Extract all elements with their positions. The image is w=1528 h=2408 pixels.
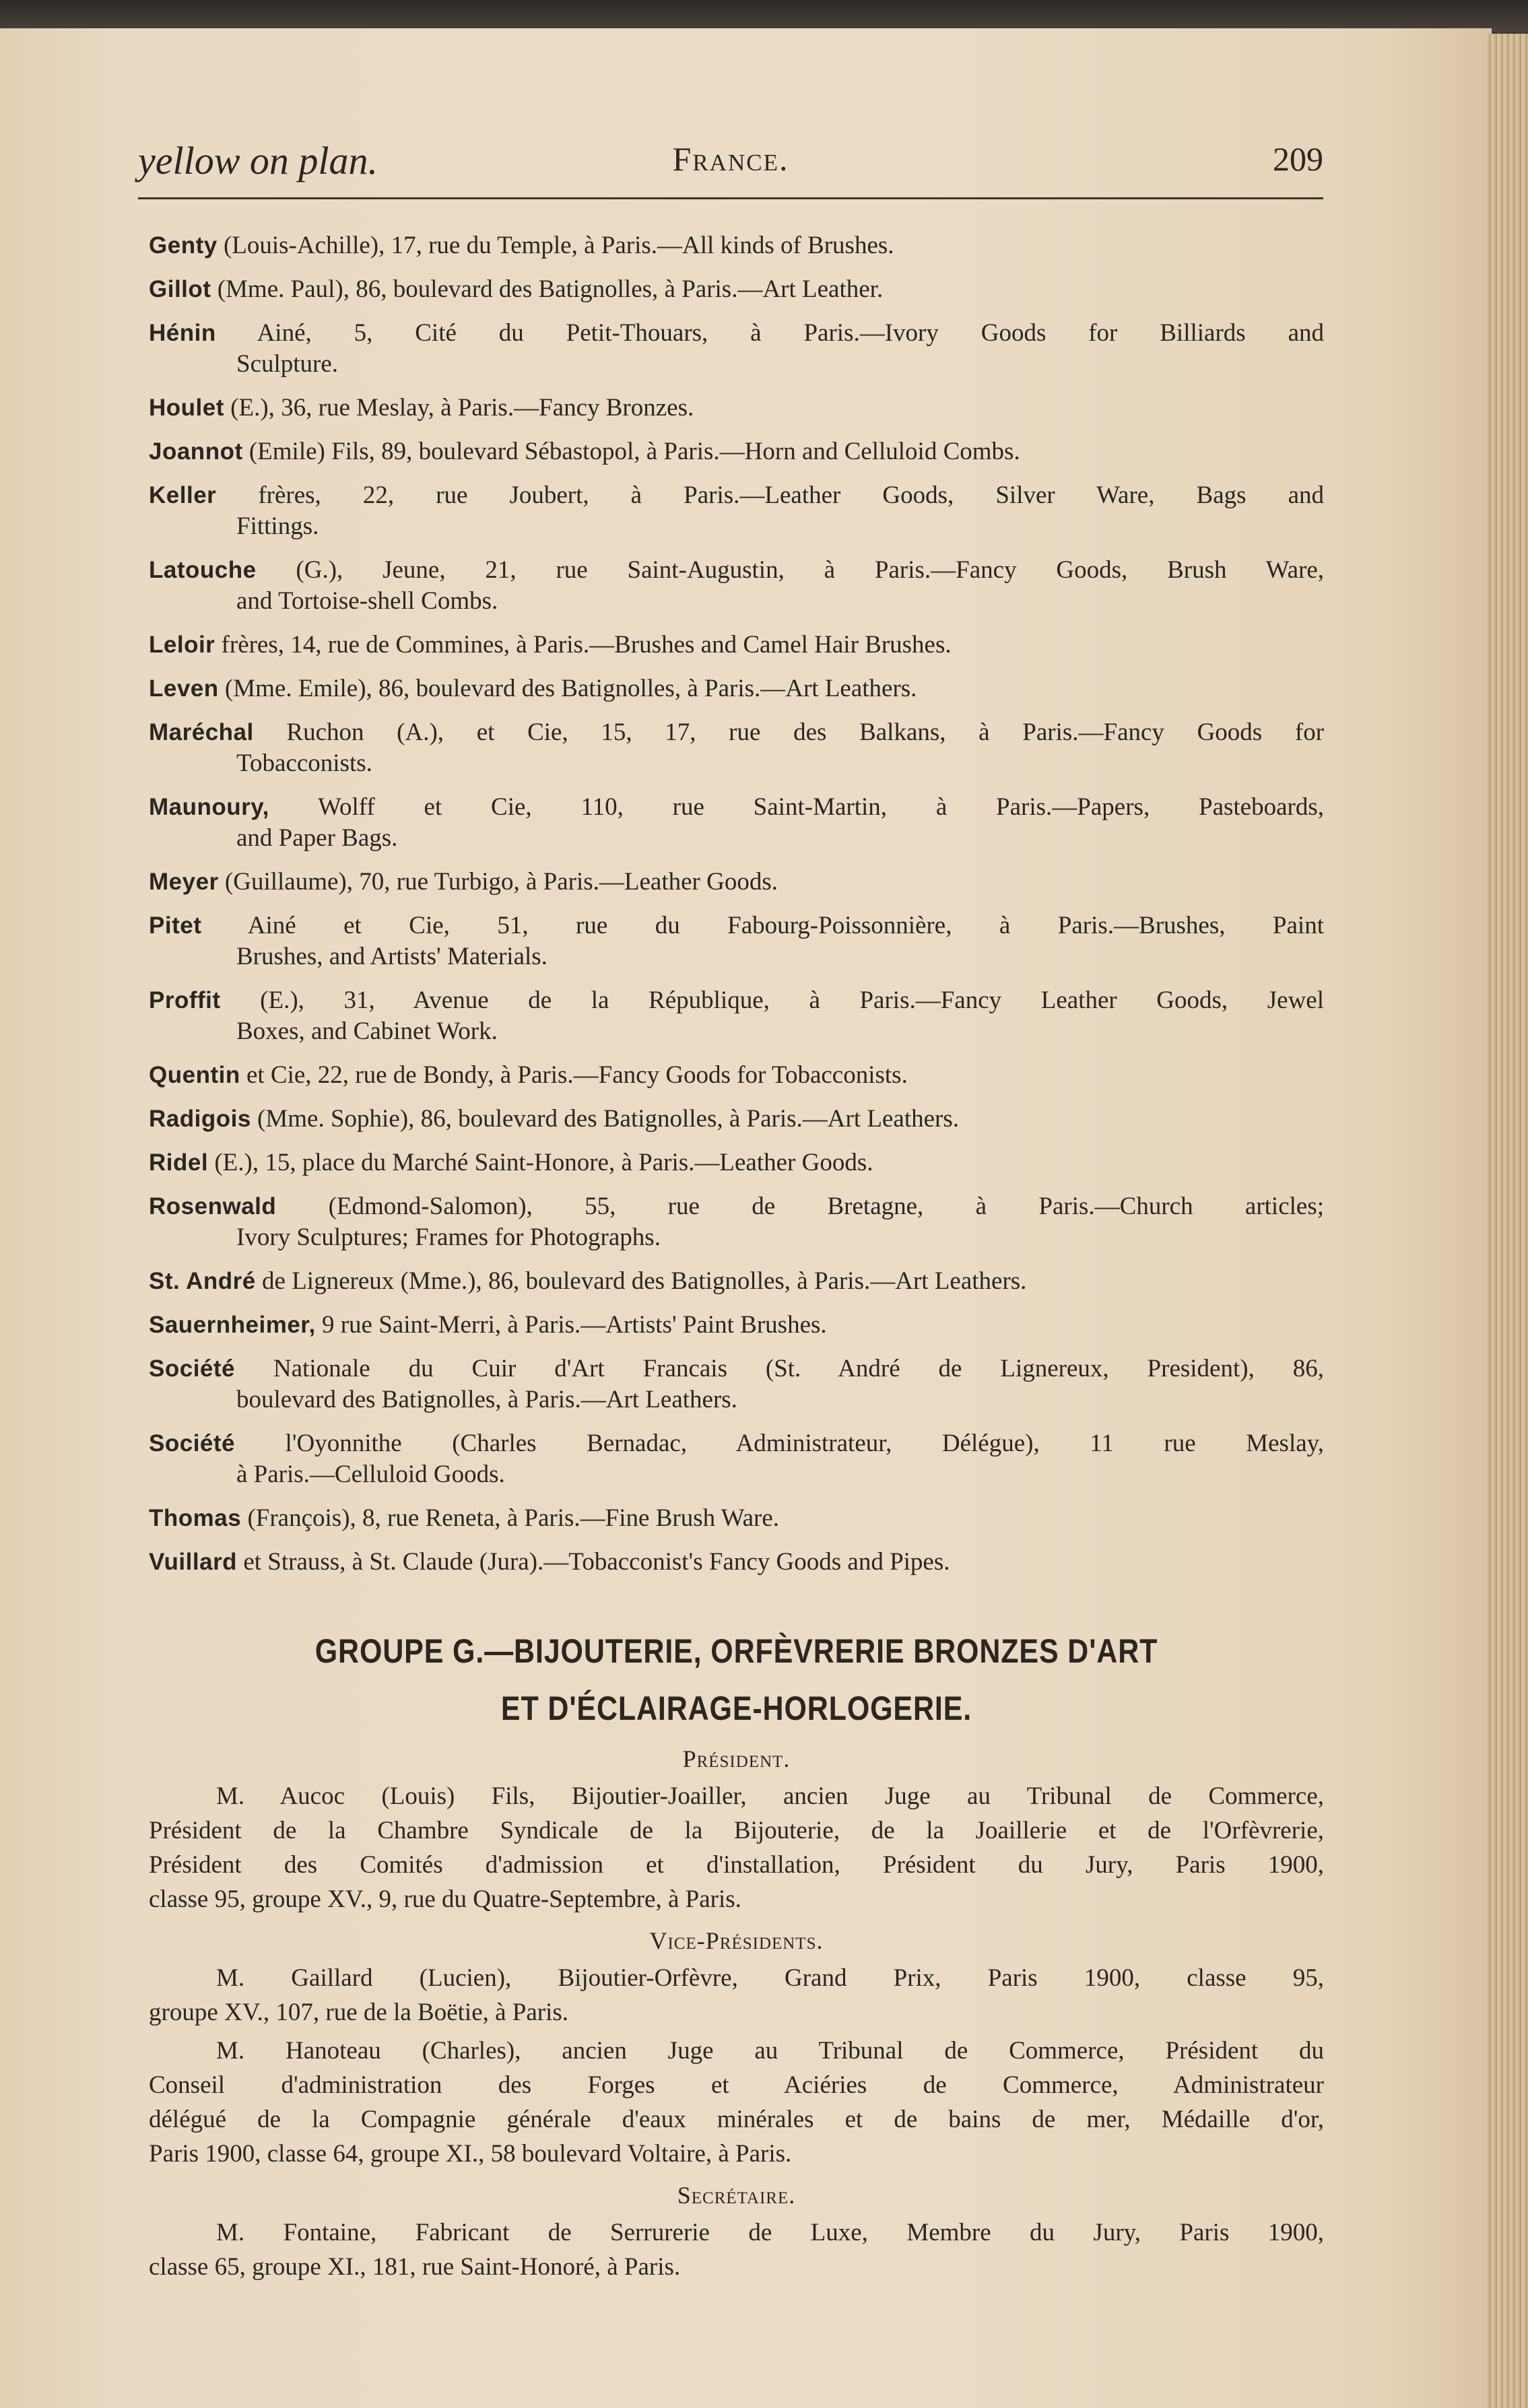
entry-name: Vuillard bbox=[149, 1549, 238, 1575]
running-title: yellow on plan. bbox=[138, 139, 378, 182]
entry-details: frères, 14, rue de Commines, à Paris.—Brushes and Camel Hair Brushes. bbox=[221, 631, 952, 659]
entry-first-line bbox=[149, 318, 1324, 349]
entry-continuation: and Tortoise-shell Combs. bbox=[236, 587, 498, 615]
entry-name: Thomas bbox=[149, 1505, 242, 1531]
entry-details: (Mme. Paul), 86, boulevard des Batignolles, à Paris.—Art Leather. bbox=[217, 275, 884, 303]
list-entry bbox=[149, 630, 1324, 661]
entry-details: (Guillaume), 70, rue Turbigo, à Paris.—Leather Goods. bbox=[224, 868, 778, 896]
entry-first-line bbox=[149, 555, 1324, 586]
officer-paragraph bbox=[149, 2034, 1324, 2171]
entry-first-line bbox=[149, 1060, 1324, 1091]
entry-details: (G.), Jeune, 21, rue Saint-Augustin, à Paris.—Fancy Goods, Brush Ware, bbox=[296, 556, 1325, 584]
paragraph-line: délégué de la Compagnie générale d'eaux minérales et de bains de mer, Médaille d'or, bbox=[149, 2106, 1324, 2133]
page-edges bbox=[1488, 34, 1528, 2408]
paragraph-line: Paris 1900, classe 64, groupe XI., 58 boulevard Voltaire, à Paris. bbox=[149, 2140, 792, 2168]
entry-name: Leven bbox=[149, 675, 219, 702]
entry-details: (Mme. Emile), 86, boulevard des Batignolles, à Paris.—Art Leathers. bbox=[224, 675, 917, 702]
list-entry bbox=[149, 1191, 1324, 1253]
entry-continuation: boulevard des Batignolles, à Paris.—Art Leathers. bbox=[236, 1386, 737, 1413]
list-entry bbox=[149, 985, 1324, 1047]
list-entry bbox=[149, 393, 1324, 424]
entry-name: Maunoury, bbox=[149, 794, 269, 820]
country-heading: France. bbox=[672, 140, 789, 178]
header-rule bbox=[138, 197, 1323, 199]
paragraph-line: M. Hanoteau (Charles), ancien Juge au Tribunal de Commerce, Président du bbox=[216, 2037, 1324, 2065]
list-entry bbox=[149, 1266, 1324, 1297]
entry-details: (François), 8, rue Reneta, à Paris.—Fine Brush Ware. bbox=[247, 1504, 780, 1532]
entry-details: 9 rue Saint-Merri, à Paris.—Artists' Paint Brushes. bbox=[321, 1311, 827, 1339]
entry-name: Quentin bbox=[149, 1062, 240, 1088]
paragraph-line: M. Fontaine, Fabricant de Serrurerie de Luxe, Membre du Jury, Paris 1900, bbox=[216, 2219, 1324, 2246]
list-entry bbox=[149, 230, 1324, 261]
entry-first-line bbox=[149, 985, 1324, 1016]
list-entry bbox=[149, 436, 1324, 467]
entry-name: Maréchal bbox=[149, 719, 254, 745]
officer-paragraph bbox=[149, 1961, 1324, 2030]
entry-continuation: Sculpture. bbox=[236, 350, 339, 378]
entry-name: Proffit bbox=[149, 987, 221, 1013]
entry-details: (Louis-Achille), 17, rue du Temple, à Paris.—All kinds of Brushes. bbox=[223, 232, 894, 259]
exhibitor-list bbox=[149, 230, 1324, 1591]
entry-name: Pitet bbox=[149, 912, 202, 939]
paragraph-line: classe 65, groupe XI., 181, rue Saint-Honoré, à Paris. bbox=[149, 2253, 681, 2281]
group-section bbox=[149, 1623, 1324, 2288]
entry-first-line bbox=[149, 274, 1324, 305]
paragraph-line: Conseil d'administration des Forges et Aciéries de Commerce, Administrateur bbox=[149, 2071, 1324, 2099]
list-entry bbox=[149, 1428, 1324, 1490]
list-entry bbox=[149, 1310, 1324, 1341]
entry-details: (Emile) Fils, 89, boulevard Sébastopol, à Paris.—Horn and Celluloid Combs. bbox=[248, 438, 1020, 465]
list-entry bbox=[149, 480, 1324, 542]
paragraph-line: M. Gaillard (Lucien), Bijoutier-Orfèvre, Grand Prix, Paris 1900, classe 95, bbox=[216, 1964, 1324, 1992]
section-heading: Secrétaire. bbox=[677, 2182, 796, 2209]
entry-details: Ainé, 5, Cité du Petit-Thouars, à Paris.—Ivory Goods for Billiards and bbox=[257, 319, 1324, 347]
entry-details: (Edmond-Salomon), 55, rue de Bretagne, à Paris.—Church articles; bbox=[328, 1193, 1325, 1220]
entry-first-line bbox=[149, 1147, 1324, 1178]
list-entry bbox=[149, 1104, 1324, 1135]
entry-continuation: Brushes, and Artists' Materials. bbox=[236, 943, 547, 970]
list-entry bbox=[149, 673, 1324, 704]
entry-name: Hénin bbox=[149, 320, 216, 346]
entry-first-line bbox=[149, 1428, 1324, 1459]
entry-details: de Lignereux (Mme.), 86, boulevard des Batignolles, à Paris.—Art Leathers. bbox=[262, 1267, 1027, 1295]
entry-continuation: and Paper Bags. bbox=[236, 824, 398, 852]
section-heading: Vice-Présidents. bbox=[649, 1927, 824, 1954]
entry-first-line bbox=[149, 910, 1324, 941]
entry-first-line bbox=[149, 436, 1324, 467]
entry-name: Latouche bbox=[149, 557, 257, 583]
paragraph-line: M. Aucoc (Louis) Fils, Bijoutier-Joailler, ancien Juge au Tribunal de Commerce, bbox=[216, 1782, 1324, 1810]
entry-details: (Mme. Sophie), 86, boulevard des Batignolles, à Paris.—Art Leathers. bbox=[257, 1105, 959, 1133]
entry-first-line bbox=[149, 230, 1324, 261]
entry-first-line bbox=[149, 393, 1324, 424]
page-number: 209 bbox=[1273, 140, 1323, 178]
entry-continuation: Boxes, and Cabinet Work. bbox=[236, 1017, 498, 1045]
entry-details: frères, 22, rue Joubert, à Paris.—Leather Goods, Silver Ware, Bags and bbox=[258, 481, 1324, 509]
list-entry bbox=[149, 792, 1324, 854]
section-heading: Président. bbox=[682, 1745, 791, 1772]
officer-paragraph bbox=[149, 1779, 1324, 1916]
entry-name: Rosenwald bbox=[149, 1193, 277, 1219]
list-entry bbox=[149, 318, 1324, 380]
entry-details: et Strauss, à St. Claude (Jura).—Tobacconist's Fancy Goods and Pipes. bbox=[243, 1548, 950, 1576]
entry-first-line bbox=[149, 1547, 1324, 1578]
list-entry bbox=[149, 555, 1324, 617]
group-title-line1: GROUPE G.—BIJOUTERIE, ORFÈVRERIE BRONZES D'ART bbox=[314, 1632, 1158, 1670]
entry-name: Ridel bbox=[149, 1149, 209, 1176]
entry-details: et Cie, 22, rue de Bondy, à Paris.—Fancy Goods for Tobacconists. bbox=[246, 1061, 908, 1089]
entry-details: Wolff et Cie, 110, rue Saint-Martin, à Paris.—Papers, Pasteboards, bbox=[318, 793, 1324, 821]
entry-name: Société bbox=[149, 1356, 235, 1382]
running-header bbox=[138, 138, 1323, 192]
entry-first-line bbox=[149, 1503, 1324, 1534]
list-entry bbox=[149, 910, 1324, 972]
list-entry bbox=[149, 1547, 1324, 1578]
entry-first-line bbox=[149, 673, 1324, 704]
entry-name: Genty bbox=[149, 232, 218, 259]
entry-continuation: Ivory Sculptures; Frames for Photographs. bbox=[236, 1224, 661, 1251]
entry-name: Joannot bbox=[149, 438, 243, 465]
list-entry bbox=[149, 1503, 1324, 1534]
entry-first-line bbox=[149, 1353, 1324, 1384]
entry-first-line bbox=[149, 717, 1324, 748]
entry-continuation: Tobacconists. bbox=[236, 749, 372, 777]
group-title-line2: ET D'ÉCLAIRAGE-HORLOGERIE. bbox=[500, 1690, 972, 1727]
paragraph-line: groupe XV., 107, rue de la Boëtie, à Paris. bbox=[149, 1999, 569, 2026]
paragraph-line: Président de la Chambre Syndicale de la Bijouterie, de la Joaillerie et de l'Orfèvrerie, bbox=[149, 1817, 1324, 1844]
entry-name: Houlet bbox=[149, 395, 224, 421]
entry-name: Sauernheimer, bbox=[149, 1312, 316, 1338]
list-entry bbox=[149, 274, 1324, 305]
list-entry bbox=[149, 1353, 1324, 1415]
list-entry bbox=[149, 717, 1324, 779]
entry-name: Société bbox=[149, 1430, 235, 1457]
list-entry bbox=[149, 867, 1324, 898]
entry-details: Ruchon (A.), et Cie, 15, 17, rue des Balkans, à Paris.—Fancy Goods for bbox=[286, 718, 1325, 746]
entry-details: Nationale du Cuir d'Art Francais (St. André de Lignereux, President), 86, bbox=[273, 1355, 1324, 1382]
entry-first-line bbox=[149, 1104, 1324, 1135]
entry-name: Meyer bbox=[149, 869, 219, 895]
entry-name: St. André bbox=[149, 1268, 256, 1294]
officer-paragraph bbox=[149, 2215, 1324, 2284]
list-entry bbox=[149, 1060, 1324, 1091]
list-entry bbox=[149, 1147, 1324, 1178]
entry-first-line bbox=[149, 480, 1324, 511]
entry-first-line bbox=[149, 630, 1324, 661]
scan-top-border bbox=[0, 0, 1528, 32]
entry-first-line bbox=[149, 1266, 1324, 1297]
paragraph-line: classe 95, groupe XV., 9, rue du Quatre-Septembre, à Paris. bbox=[149, 1885, 741, 1913]
entry-name: Keller bbox=[149, 482, 217, 508]
paragraph-line: Président des Comités d'admission et d'installation, Président du Jury, Paris 1900, bbox=[149, 1851, 1324, 1879]
entry-details: l'Oyonnithe (Charles Bernadac, Administrateur, Délégue), 11 rue Meslay, bbox=[285, 1430, 1324, 1457]
entry-first-line bbox=[149, 1310, 1324, 1341]
entry-name: Radigois bbox=[149, 1106, 251, 1132]
entry-details: (E.), 15, place du Marché Saint-Honore, à Paris.—Leather Goods. bbox=[214, 1149, 873, 1176]
entry-continuation: à Paris.—Celluloid Goods. bbox=[236, 1461, 505, 1488]
entry-name: Leloir bbox=[149, 632, 215, 658]
entry-details: (E.), 31, Avenue de la République, à Paris.—Fancy Leather Goods, Jewel bbox=[260, 986, 1325, 1014]
entry-details: Ainé et Cie, 51, rue du Fabourg-Poissonnière, à Paris.—Brushes, Paint bbox=[247, 912, 1324, 939]
entry-first-line bbox=[149, 867, 1324, 898]
entry-first-line bbox=[149, 792, 1324, 823]
entry-name: Gillot bbox=[149, 276, 211, 302]
entry-details: (E.), 36, rue Meslay, à Paris.—Fancy Bronzes. bbox=[230, 394, 694, 422]
entry-continuation: Fittings. bbox=[236, 512, 319, 540]
entry-first-line bbox=[149, 1191, 1324, 1222]
